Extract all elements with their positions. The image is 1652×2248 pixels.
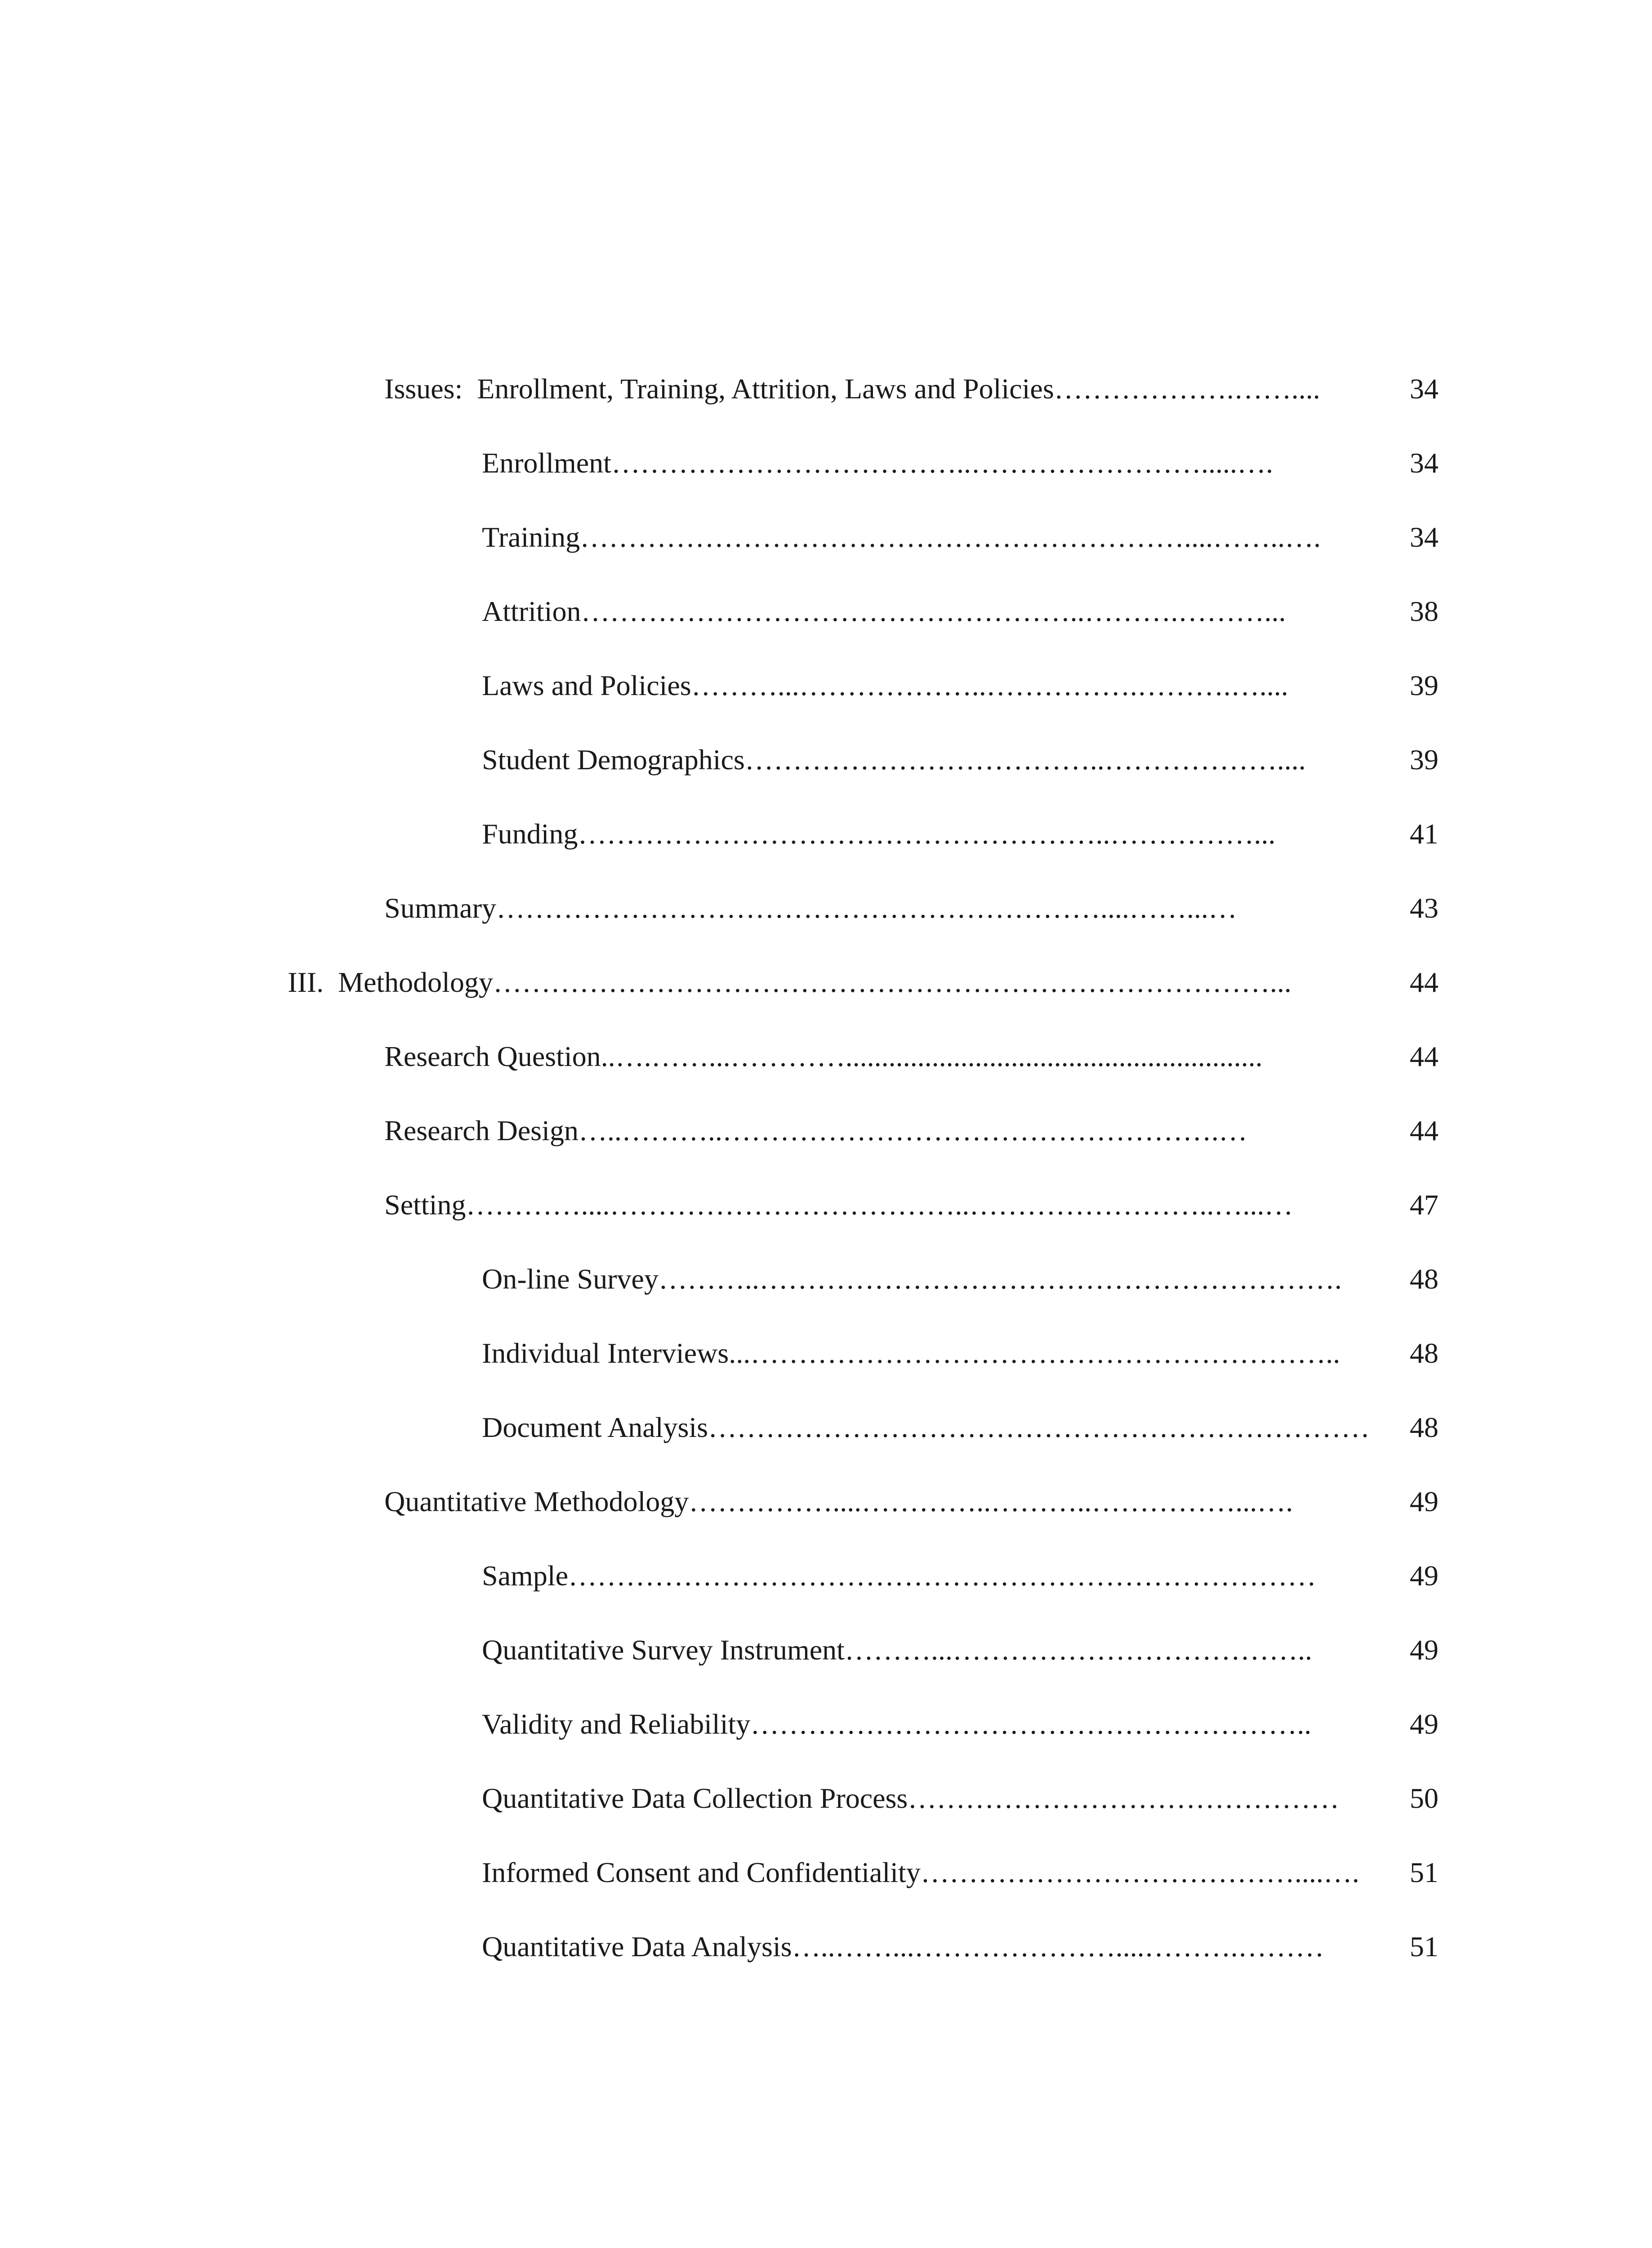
toc-entry-page-number: 49	[1410, 1485, 1438, 1517]
toc-entry-page-number: 39	[1410, 744, 1438, 776]
toc-entry-summary	[384, 888, 1438, 928]
toc-entry-quantitative-survey-instrument	[482, 1630, 1438, 1670]
toc-entry-research-question	[384, 1036, 1438, 1077]
toc-entry-leader: ………………………………………………………....……...…	[496, 892, 1237, 924]
toc-entry-label: Validity and Reliability	[482, 1708, 751, 1740]
toc-entry-label: On-line Survey	[482, 1263, 659, 1295]
toc-entry-page-number: 43	[1410, 892, 1438, 924]
toc-entry-label: Setting	[384, 1189, 466, 1221]
toc-entry-page-number: 41	[1410, 818, 1438, 850]
toc-entry-leader: ………………………………..………………....	[744, 744, 1306, 776]
toc-entry-leader: ……………….……....	[1054, 373, 1320, 405]
toc-entry-page-number: 39	[1410, 669, 1438, 701]
toc-entry-leader: …..………..…………………………………………….…	[578, 1115, 1247, 1146]
toc-entry-label: Summary	[384, 892, 496, 924]
toc-entry-quantitative-data-analysis	[482, 1927, 1438, 1967]
toc-entry-leader: ………...………………..…………….……….…....	[691, 669, 1288, 701]
toc-entry-label: Quantitative Survey Instrument	[482, 1634, 845, 1666]
toc-entry-leader: …………....………………………………..……………………..…...…	[466, 1189, 1293, 1221]
toc-entry-attrition	[482, 591, 1438, 632]
toc-entry-leader: ………………………………………………………………………...	[493, 966, 1291, 998]
toc-entry-page-number: 44	[1410, 1115, 1438, 1146]
toc-entry-label: Laws and Policies	[482, 669, 691, 701]
toc-entry-label: Attrition	[482, 595, 581, 627]
toc-entry-validity-and-reliability	[482, 1704, 1438, 1744]
toc-entry-leader: ………………………………………………..……………...	[578, 818, 1276, 850]
toc-entry-leader: …..……...…………………....……….………	[792, 1931, 1324, 1963]
toc-entry-issues	[384, 369, 1438, 409]
toc-entry-leader: ………...………………………………..	[844, 1634, 1312, 1666]
toc-entry-page-number: 48	[1410, 1411, 1438, 1443]
toc-entry-leader: ………..…………………………………………………….	[658, 1263, 1342, 1295]
toc-entry-informed-consent-and-confidentiality	[482, 1852, 1438, 1893]
toc-entry-page-number: 51	[1410, 1931, 1438, 1963]
toc-entry-online-survey	[482, 1259, 1438, 1299]
toc-entry-leader: …………………………………....….	[920, 1856, 1359, 1888]
toc-entry-student-demographics	[482, 740, 1438, 780]
toc-entry-leader: ..….……...…………..........................................................	[601, 1040, 1263, 1072]
toc-entry-page-number: 49	[1410, 1634, 1438, 1666]
toc-entry-page-number: 49	[1410, 1560, 1438, 1592]
toc-entry-page-number: 48	[1410, 1263, 1438, 1295]
toc-entry-leader: ...……………………………………………………..	[729, 1337, 1340, 1369]
toc-entry-page-number: 49	[1410, 1708, 1438, 1740]
toc-entry-label: Training	[482, 521, 580, 553]
toc-entry-page-number: 47	[1410, 1189, 1438, 1221]
toc-entry-leader: ……………....…………..………..……………...….	[689, 1485, 1293, 1517]
toc-entry-page-number: 48	[1410, 1337, 1438, 1369]
toc-entry-label: Sample	[482, 1560, 568, 1592]
toc-entry-sample	[482, 1556, 1438, 1596]
toc-entry-research-design	[384, 1111, 1438, 1151]
toc-entry-label: Individual Interviews	[482, 1337, 729, 1369]
toc-entry-label: III. Methodology	[288, 966, 493, 998]
toc-entry-setting	[384, 1185, 1438, 1225]
toc-entry-page-number: 34	[1410, 373, 1438, 405]
toc-entry-label: Enrollment	[482, 447, 611, 479]
toc-entry-leader: ………………………………………	[908, 1782, 1340, 1814]
toc-entry-page-number: 34	[1410, 447, 1438, 479]
toc-entry-label: Student Demographics	[482, 744, 745, 776]
toc-entry-label: Issues: Enrollment, Training, Attrition, Laws and Policies	[384, 373, 1054, 405]
toc-entry-page-number: 38	[1410, 595, 1438, 627]
toc-entry-quantitative-data-collection-process	[482, 1778, 1438, 1819]
toc-entry-leader: ………………………………………………………....……..….	[580, 521, 1321, 553]
toc-entry-leader: ……………………………………………..……….………...	[581, 595, 1286, 627]
toc-entry-label: Document Analysis	[482, 1411, 708, 1443]
toc-entry-quantitative-methodology	[384, 1481, 1438, 1522]
toc-entry-page-number: 51	[1410, 1856, 1438, 1888]
toc-entry-page-number: 44	[1410, 1040, 1438, 1072]
toc-entry-label: Informed Consent and Confidentiality	[482, 1856, 921, 1888]
toc-entry-leader: ……………………………………………………………………	[568, 1560, 1316, 1592]
toc-entry-individual-interviews	[482, 1333, 1438, 1374]
toc-entry-page-number: 44	[1410, 966, 1438, 998]
toc-entry-methodology-chapter	[288, 962, 1438, 1003]
toc-entry-laws-and-policies	[482, 665, 1438, 706]
toc-entry-leader: ……………………………………………………………	[708, 1411, 1370, 1443]
toc-entry-label: Research Question	[384, 1040, 601, 1072]
toc-entry-label: Quantitative Data Analysis	[482, 1931, 792, 1963]
toc-entry-page-number: 34	[1410, 521, 1438, 553]
toc-entry-funding	[482, 814, 1438, 854]
toc-entry-label: Quantitative Data Collection Process	[482, 1782, 908, 1814]
toc-entry-label: Quantitative Methodology	[384, 1485, 689, 1517]
toc-entry-page-number: 50	[1410, 1782, 1438, 1814]
toc-entry-leader: …………………………………………………..	[750, 1708, 1312, 1740]
toc-entry-leader: ………………………………..…………………….....….	[611, 447, 1273, 479]
toc-entry-enrollment	[482, 443, 1438, 483]
toc-entry-label: Funding	[482, 818, 578, 850]
toc-entry-label: Research Design	[384, 1115, 579, 1146]
toc-entry-training	[482, 517, 1438, 558]
toc-entry-document-analysis	[482, 1407, 1438, 1448]
